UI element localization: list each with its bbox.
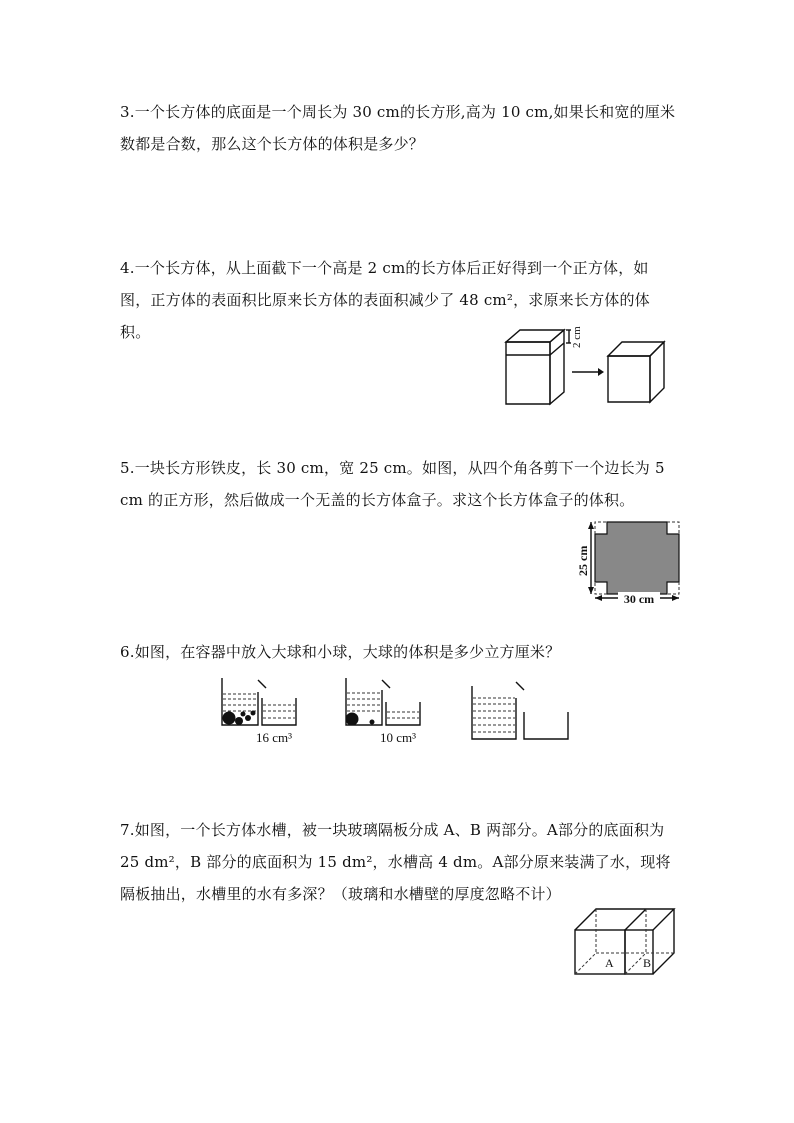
cuboid-to-cube-figure bbox=[500, 318, 680, 410]
container-diagram-1 bbox=[222, 678, 296, 745]
arrow bbox=[572, 368, 604, 376]
containers-figure bbox=[218, 676, 576, 748]
part-a-label: A bbox=[605, 956, 614, 970]
water-tank-figure bbox=[572, 906, 678, 978]
question-7: 7.如图，一个长方体水槽，被一块玻璃隔板分成 A、B 两部分。A部分的底面积为 25 dm²，B 部分的底面积为 15 dm²，水槽高 4 dm。A部分原来装满了水，现将隔板抽出，水槽里的水有多深？（玻璃和水槽壁的厚度忽略不计） bbox=[120, 821, 671, 903]
question-6: 6.如图，在容器中放入大球和小球，大球的体积是多少立方厘米？ bbox=[120, 643, 561, 661]
original-cuboid bbox=[506, 330, 564, 404]
big-ball bbox=[235, 717, 243, 725]
part-b-label: B bbox=[643, 956, 652, 970]
width-label: 25 cm bbox=[576, 545, 590, 576]
small-ball bbox=[370, 720, 375, 725]
question-3: 3.一个长方体的底面是一个周长为 30 cm的长方形,高为 10 cm,如果长和宽的厘米数都是合数，那么这个长方体的体积是多少？ bbox=[120, 103, 676, 153]
width-dimension bbox=[576, 522, 594, 594]
small-ball bbox=[245, 715, 251, 721]
big-ball bbox=[223, 712, 236, 725]
container-diagram-3 bbox=[472, 682, 568, 739]
container-diagram-2 bbox=[346, 678, 421, 745]
volume-label-2: 10 cm³ bbox=[380, 730, 417, 745]
length-label: 30 cm bbox=[623, 592, 655, 606]
iron-sheet-figure bbox=[578, 514, 684, 606]
volume-label-1: 16 cm³ bbox=[256, 730, 293, 745]
question-4: 4.一个长方体，从上面截下一个高是 2 cm的长方体后正好得到一个正方体，如图，正方体的表面积比原来长方体的表面积减少了 48 cm²，求原来长方体的体积。 bbox=[120, 259, 650, 341]
height-label: 2 cm bbox=[571, 326, 583, 348]
tank-front-face bbox=[575, 930, 653, 974]
sheet-shape bbox=[595, 522, 679, 594]
resulting-cube bbox=[608, 342, 664, 402]
question-5: 5.一块长方形铁皮，长 30 cm，宽 25 cm。如图，从四个角各剪下一个边长为 5 cm 的正方形，然后做成一个无盖的长方体盒子。求这个长方体盒子的体积。 bbox=[120, 459, 665, 509]
small-ball bbox=[241, 712, 246, 717]
big-ball bbox=[346, 713, 359, 726]
small-ball bbox=[251, 711, 256, 716]
